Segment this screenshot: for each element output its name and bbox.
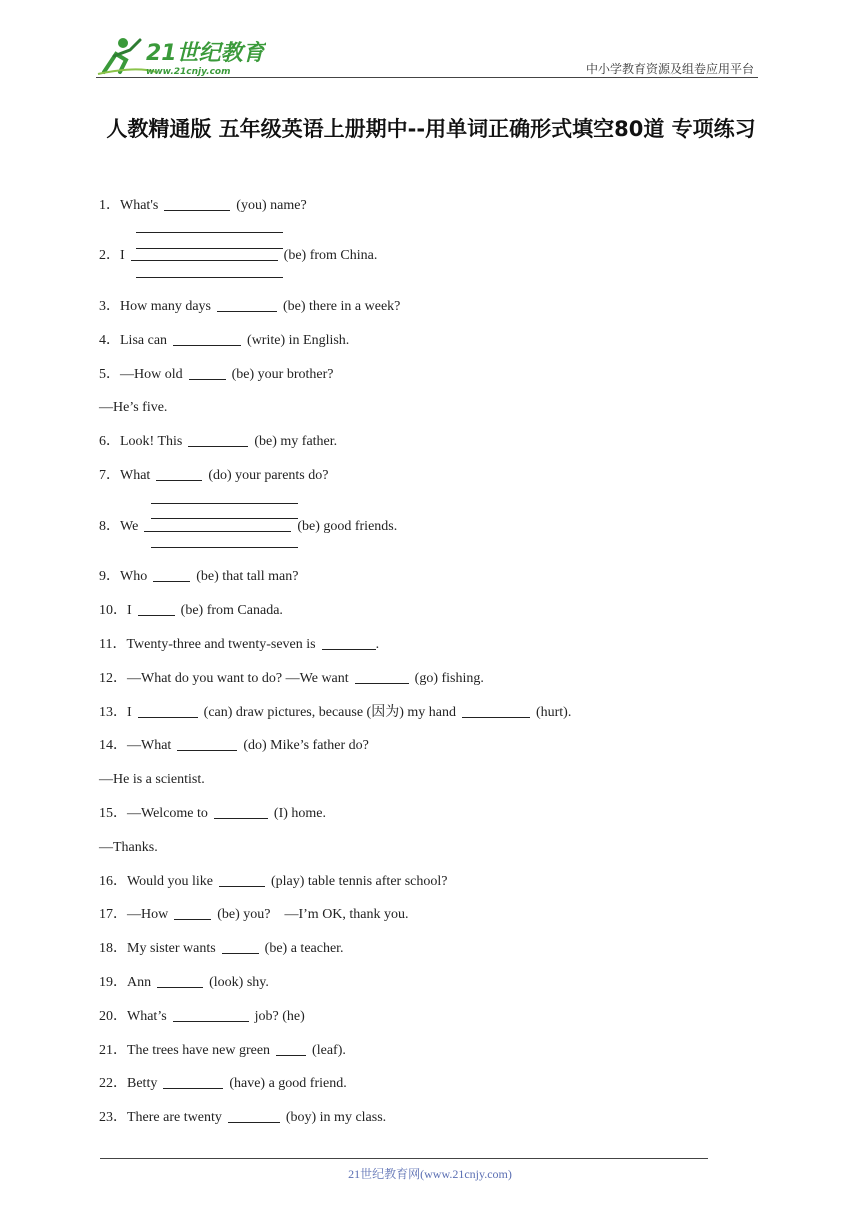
- question-17: 17．—How (be) you? —I’m OK, thank you.: [99, 907, 409, 922]
- answer-blank[interactable]: [322, 636, 376, 650]
- answer-blank[interactable]: [276, 1042, 306, 1056]
- answer-blank[interactable]: [177, 737, 237, 751]
- answer-blank[interactable]: [173, 1008, 249, 1022]
- question-8: 8．We (be) good friends.: [99, 519, 398, 534]
- answer-blank[interactable]: [173, 332, 241, 346]
- question-5: 5．—How old (be) your brother?: [99, 367, 334, 382]
- question-6: 6．Look! This (be) my father.: [99, 434, 338, 449]
- answer-blank[interactable]: [157, 974, 203, 988]
- question-9: 9．Who (be) that tall man?: [99, 569, 299, 584]
- question-22: 22．Betty (have) a good friend.: [99, 1076, 347, 1091]
- answer-blank[interactable]: [214, 805, 268, 819]
- page-header: [96, 36, 756, 78]
- logo-21cnjy: [96, 36, 266, 78]
- question-11: 11．Twenty-three and twenty-seven is .: [99, 637, 380, 652]
- answer-blank[interactable]: [228, 1109, 280, 1123]
- answer-blank[interactable]: [188, 433, 248, 447]
- footer-divider: [100, 1158, 708, 1159]
- answer-blank[interactable]: [156, 467, 202, 481]
- svg-text:21世纪教育: 21世纪教育: [146, 41, 265, 66]
- question-18: 18．My sister wants (be) a teacher.: [99, 941, 344, 956]
- question-21: 21．The trees have new green (leaf).: [99, 1043, 346, 1058]
- question-20: 20．What’s job? (he): [99, 1009, 305, 1024]
- answer-blank[interactable]: [217, 298, 277, 312]
- question-3: 3．How many days (be) there in a week?: [99, 299, 401, 314]
- question-19: 19．Ann (look) shy.: [99, 975, 269, 990]
- answer-line[interactable]: [151, 547, 298, 548]
- answer-blank[interactable]: [222, 940, 259, 954]
- question-15: 15．—Welcome to (I) home.: [99, 806, 326, 821]
- answer-blank[interactable]: [138, 704, 198, 718]
- answer-blank[interactable]: [144, 518, 291, 532]
- answer-blank[interactable]: [189, 366, 226, 380]
- answer-blank[interactable]: [153, 568, 190, 582]
- answer-blank[interactable]: [163, 1075, 223, 1089]
- answer-blank[interactable]: [131, 247, 278, 261]
- question-7: 7．What (do) your parents do?: [99, 468, 329, 483]
- svg-text:www.21cnjy.com: www.21cnjy.com: [146, 67, 231, 77]
- question-4: 4．Lisa can (write) in English.: [99, 333, 350, 348]
- site-name: 中小学教育资源及组卷应用平台: [585, 62, 754, 76]
- answer-blank[interactable]: [164, 197, 230, 211]
- page-footer[interactable]: 21世纪教育网(www.21cnjy.com): [348, 1167, 512, 1181]
- page-title: 人教精通版 五年级英语上册期中--用单词正确形式填空80道 专项练习: [106, 117, 756, 141]
- answer-line[interactable]: [136, 232, 283, 233]
- answer-blank[interactable]: [219, 873, 265, 887]
- answer-line[interactable]: [136, 277, 283, 278]
- question-16: 16．Would you like (play) table tennis after school?: [99, 874, 448, 889]
- answer-line[interactable]: [151, 503, 298, 504]
- answer-blank[interactable]: [174, 906, 211, 920]
- question-12: 12．—What do you want to do? —We want (go) fishing.: [99, 671, 484, 686]
- header-divider: [96, 77, 758, 78]
- question-10: 10．I (be) from Canada.: [99, 603, 283, 618]
- question-15-answer: —Thanks.: [99, 840, 158, 855]
- answer-blank[interactable]: [138, 602, 175, 616]
- answer-blank[interactable]: [355, 670, 409, 684]
- question-5-answer: —He’s five.: [99, 400, 168, 415]
- question-14-answer: —He is a scientist.: [99, 772, 205, 787]
- question-2: 2．I (be) from China.: [99, 248, 378, 263]
- answer-blank[interactable]: [462, 704, 530, 718]
- question-1: 1．What's (you) name?: [99, 198, 307, 213]
- question-14: 14．—What (do) Mike’s father do?: [99, 738, 369, 753]
- question-13: 13．I (can) draw pictures, because (因为) my hand (hurt).: [99, 705, 572, 720]
- question-23: 23．There are twenty (boy) in my class.: [99, 1110, 387, 1125]
